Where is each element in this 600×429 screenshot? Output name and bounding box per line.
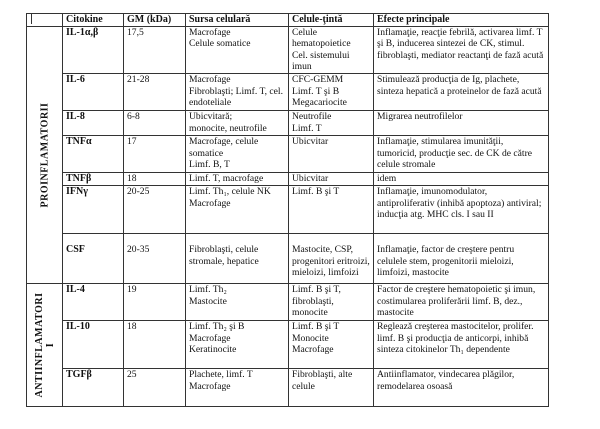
cell-efecte: Inflamaţie, stimularea imunităţii, tumoricid, producţie sec. de CK de către celule stromale xyxy=(374,135,549,172)
cell-tinta: Limf. B şi T, fibroblaşti, monocite xyxy=(289,283,374,320)
cell-sursa: Limf. Th₂ Mastocite xyxy=(186,283,289,320)
header-gm: GM (kDa) xyxy=(124,14,186,27)
cell-sursa: Macrofage Celule somatice xyxy=(186,26,289,73)
table-row xyxy=(27,26,549,73)
cell-citokine: IL-10 xyxy=(63,320,124,368)
cell-sursa: Macrofage, celule somatice Limf. B, T xyxy=(186,135,289,172)
header-row xyxy=(27,14,549,27)
header-citokine: Citokine xyxy=(63,14,124,27)
cell-sursa: Plachete, limf. T Macrofage xyxy=(186,368,289,406)
group-proinflamatorii xyxy=(27,26,63,283)
group-label-anti-line1: ANTIINFLAMATORI xyxy=(33,292,45,398)
cytokine-table xyxy=(26,13,549,407)
cell-citokine: CSF xyxy=(63,233,124,283)
cell-gm: 25 xyxy=(124,368,186,406)
table-row xyxy=(27,320,549,368)
cell-tinta: Neutrofile Limf. T xyxy=(289,110,374,135)
table-row xyxy=(27,185,549,233)
table-row xyxy=(27,368,549,406)
cell-tinta: Celule hematopoietice Cel. sistemului imun xyxy=(289,26,374,73)
cell-gm: 17 xyxy=(124,135,186,172)
cell-efecte: Antiinflamator, vindecarea plăgilor, remodelarea osoasă xyxy=(374,368,549,406)
cell-efecte: Migrarea neutrofilelor xyxy=(374,110,549,135)
cell-citokine: IFNγ xyxy=(63,185,124,233)
cell-sursa: Macrofage Fibroblaşti; Limf. T, cel. endoteliale xyxy=(186,73,289,110)
header-tinta: Celule-ţintă xyxy=(289,14,374,27)
group-label-anti xyxy=(34,293,56,398)
cell-tinta: Limf. B şi T xyxy=(289,185,374,233)
cell-efecte: Stimulează producţia de Ig, plachete, sinteza hepatică a proteinelor de fază acută xyxy=(374,73,549,110)
cell-citokine: IL-4 xyxy=(63,283,124,320)
cell-citokine: TNFβ xyxy=(63,172,124,185)
table-row xyxy=(27,283,549,320)
group-antiinflamatorii xyxy=(27,283,63,406)
table-row xyxy=(27,110,549,135)
header-group xyxy=(27,14,63,27)
cell-citokine: IL-8 xyxy=(63,110,124,135)
cell-efecte: Inflamaţie, factor de creştere pentru celulele stem, progenitorii mieloizi, limfoizi, mastocite xyxy=(374,233,549,283)
cell-gm: 21-28 xyxy=(124,73,186,110)
cell-tinta: Ubicvitar xyxy=(289,172,374,185)
header-efecte: Efecte principale xyxy=(374,14,549,27)
cell-tinta: Limf. B şi T Monocite Macrofage xyxy=(289,320,374,368)
cell-gm: 20-25 xyxy=(124,185,186,233)
cell-gm: 20-35 xyxy=(124,233,186,283)
cell-gm: 6-8 xyxy=(124,110,186,135)
cell-efecte: Factor de creştere hematopoietic şi imun, costimularea proliferării limf. B, dez., mastocite xyxy=(374,283,549,320)
cell-tinta: Ubicvitar xyxy=(289,135,374,172)
cell-sursa: Limf. Th₁, celule NK Macrofage xyxy=(186,185,289,233)
cell-citokine: TNFα xyxy=(63,135,124,172)
table-row xyxy=(27,135,549,172)
cell-gm: 18 xyxy=(124,320,186,368)
cell-gm: 17,5 xyxy=(124,26,186,73)
cell-citokine: TGFβ xyxy=(63,368,124,406)
group-label-pro: PROINFLAMATORII xyxy=(39,102,50,208)
cell-sursa: Limf. T, macrofage xyxy=(186,172,289,185)
cell-efecte: idem xyxy=(374,172,549,185)
cell-gm: 19 xyxy=(124,283,186,320)
group-label-anti-line2: I xyxy=(44,342,56,348)
cell-gm: 18 xyxy=(124,172,186,185)
cell-tinta: CFC-GEMM Limf. T şi B Megacariocite xyxy=(289,73,374,110)
cell-efecte: Inflamaţie, reacţie febrilă, activarea limf. T şi B, inducerea sintezei de CK, stimul. fibroblaşti, mediator reactanţi de fază acută xyxy=(374,26,549,73)
cell-citokine: IL-1α,β xyxy=(63,26,124,73)
corner-mark xyxy=(31,14,32,24)
cell-efecte: Reglează creşterea mastocitelor, prolifer. limf. B şi producţia de anticorpi, inhibă sinteza citokinelor Th₁ dependente xyxy=(374,320,549,368)
header-sursa: Sursa celulară xyxy=(186,14,289,27)
cell-sursa: Fibroblaşti, celule stromale, hepatice xyxy=(186,233,289,283)
cell-tinta: Fibroblaşti, alte celule xyxy=(289,368,374,406)
cell-sursa: Limf. Th₂ şi B Macrofage Keratinocite xyxy=(186,320,289,368)
cell-sursa: Ubicvitară; monocite, neutrofile xyxy=(186,110,289,135)
table-row xyxy=(27,233,549,283)
cell-tinta: Mastocite, CSP, progenitori eritroizi, mieloizi, limfoizi xyxy=(289,233,374,283)
cell-citokine: IL-6 xyxy=(63,73,124,110)
table-row xyxy=(27,73,549,110)
cell-efecte: Inflamaţie, imunomodulator, antiproliferativ (inhibă apoptoza) antiviral; inducţia atg. MHC cls. I sau II xyxy=(374,185,549,233)
table-row xyxy=(27,172,549,185)
